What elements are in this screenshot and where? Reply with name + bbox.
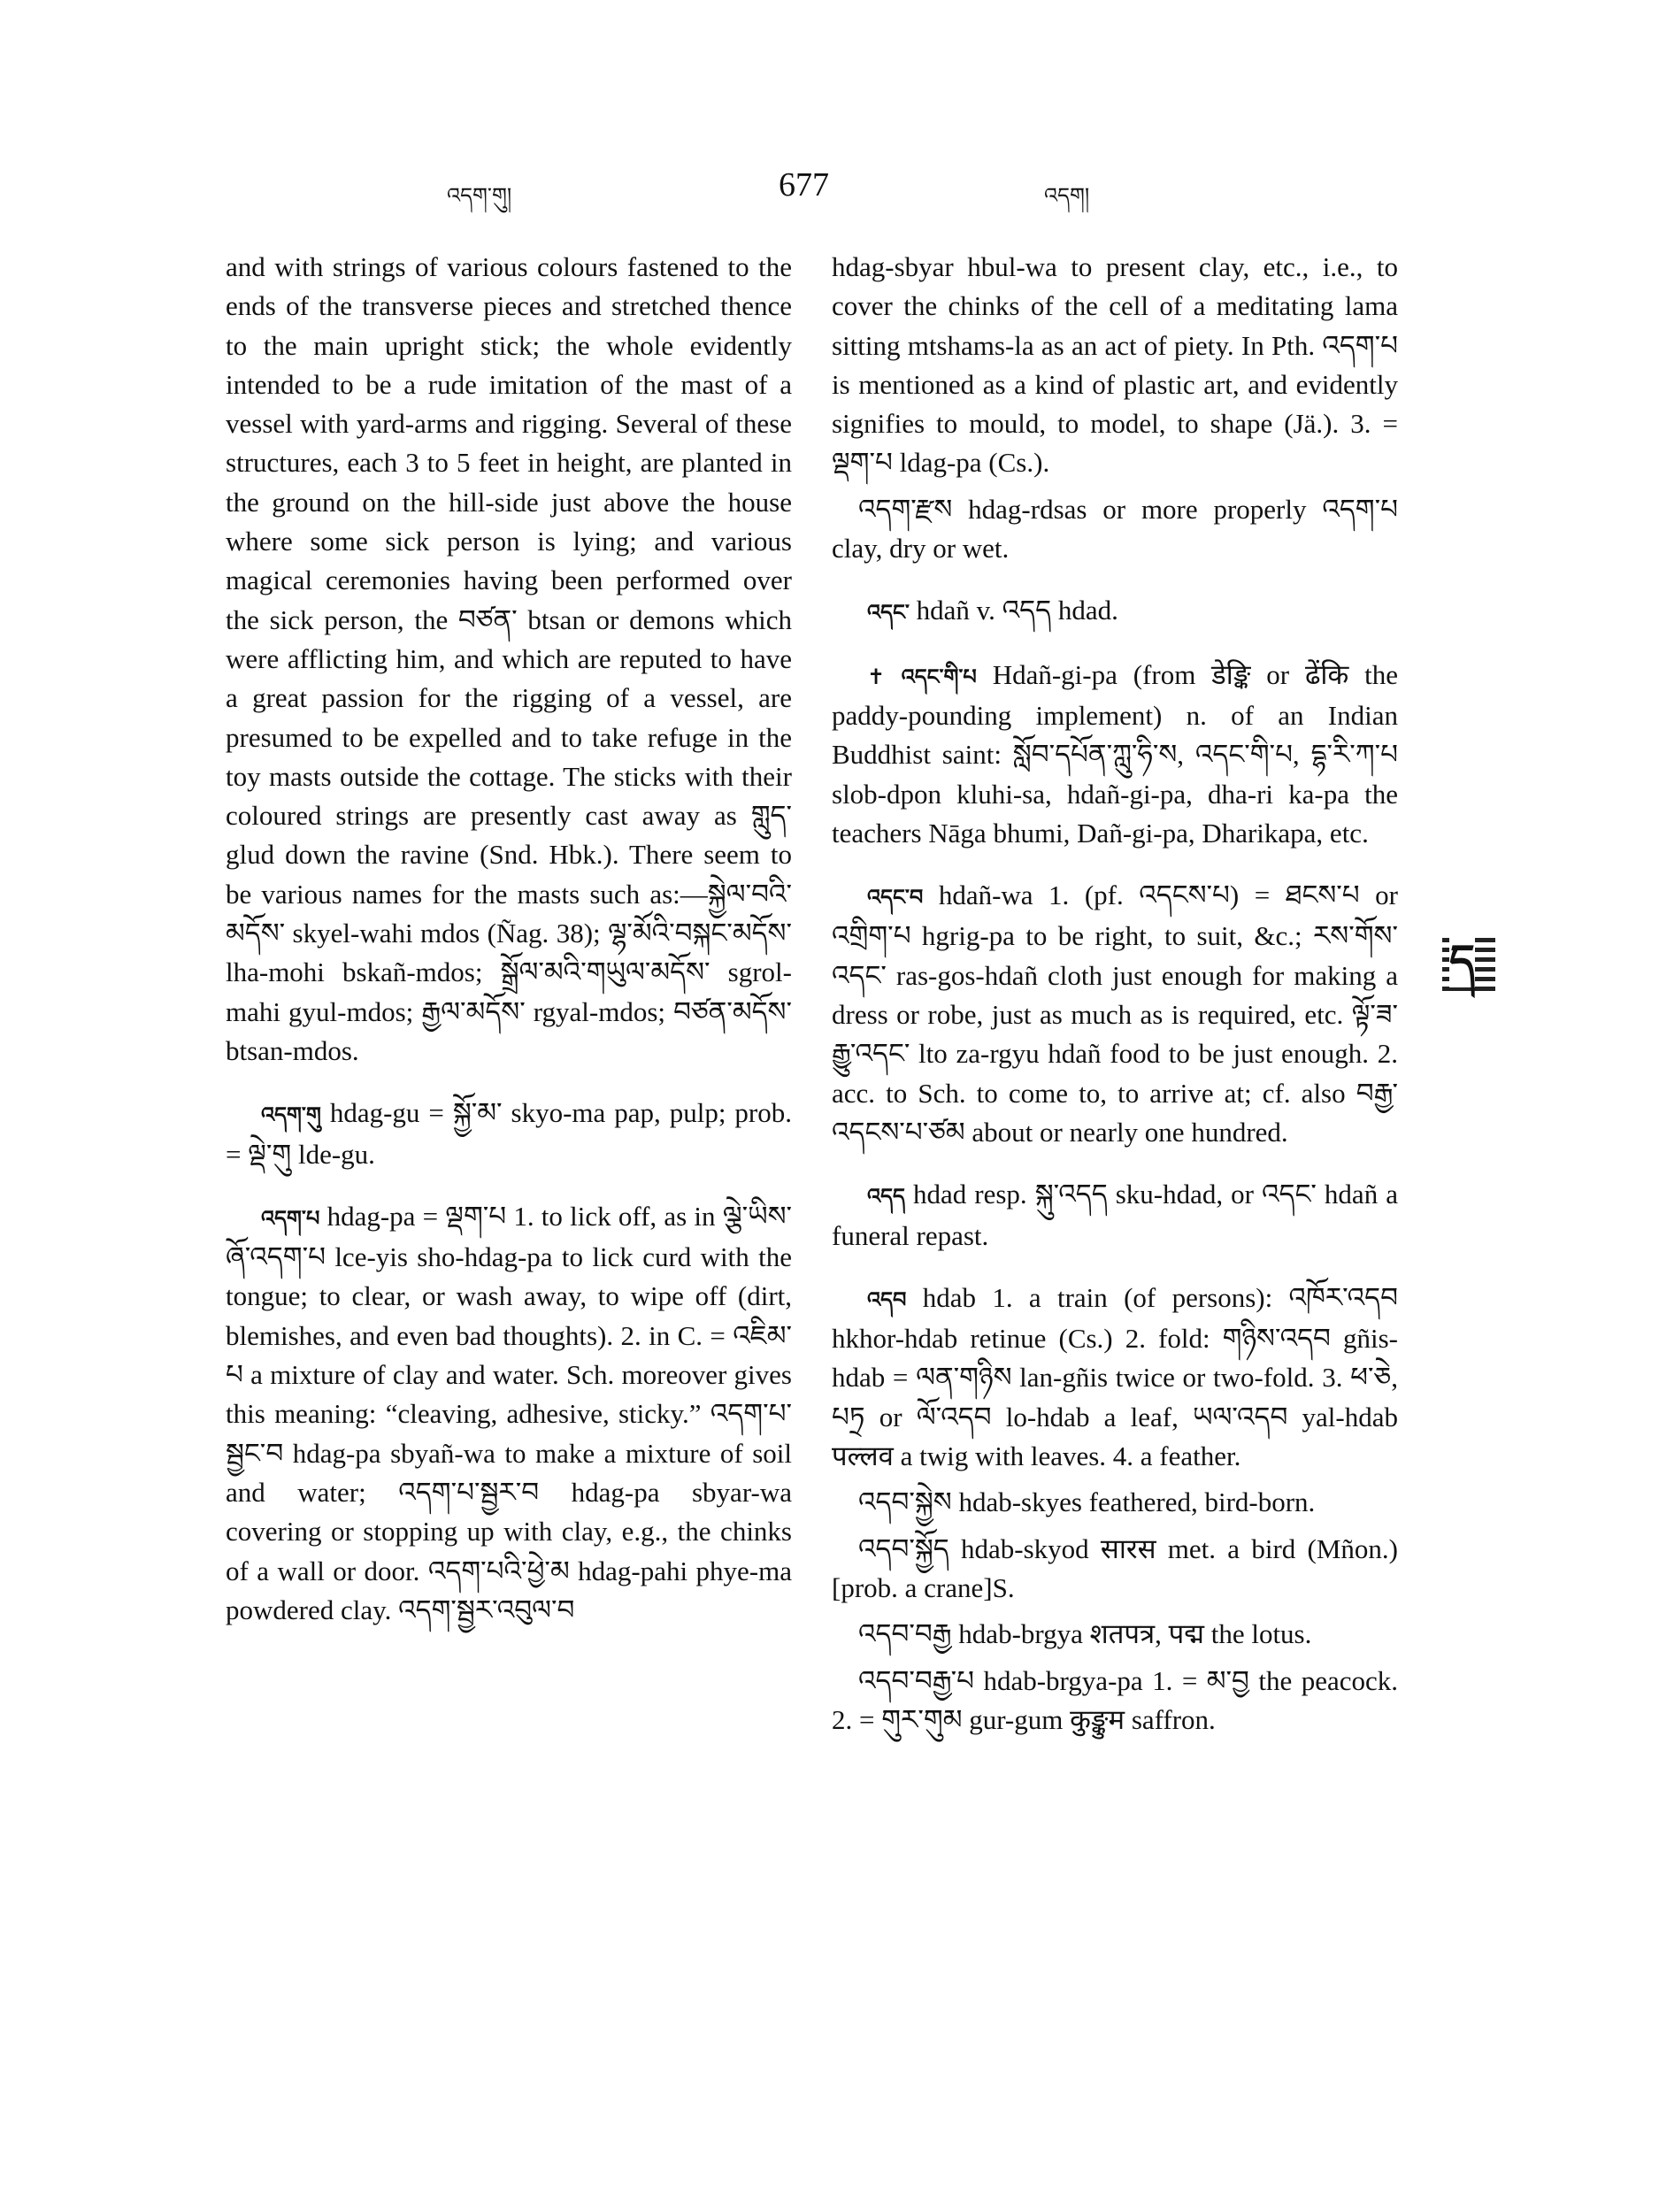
entry-text: hdab 1. a train (of persons): འཁོར་འདབ hkhor-hdab retinue (Cs.) 2. fold: གཉིས་འདབ gñis-hdab = ལན་གཉིས lan-gñis twice or two-fold. 3. ཕ་ཅེ, པཏྲ or ལོ་འདབ lo-hdab a leaf, ཡལ་འདབ yal-hdab पल्लव a twig with leaves. 4. a feather. [832,1281,1399,1472]
entry-paragraph [226,1094,792,1174]
entry-hdan [832,591,1398,632]
entry-text: Hdañ-gi-pa (from डेङ्कि or ढेंकि the paddy-pounding implement) n. of an Indian Buddhist saint: སློབ་དཔོན་ཀླུ་ཧི་ས, འདང་གི་པ, དྷ་རི་ཀ་པ slob-dpon kluhi-sa, hdañ-gi-pa, dha-ri ka-pa the teachers Nāga bhumi, Dañ-gi-pa, Dharikapa, etc. [832,658,1398,849]
page-number: 677 [779,166,829,204]
sub-entry-hdab-skyod: འདབ་སྐྱོད hdab-skyod सारस met. a bird (Mñon.) [prob. a crane]S. [832,1532,1398,1603]
running-head-left: འདག་གུ། [447,183,512,208]
headword: འདང་བ [867,885,924,910]
entry-hdan-gi-pa [832,656,1398,853]
entry-text: hdañ v. འདད hdad. [916,595,1118,626]
entry-hdag-pa [226,1197,792,1630]
left-column [226,248,792,1653]
entry-hdad [832,1175,1398,1256]
sub-entry-hdab-brgya: འདབ་བརྒྱ hdab-brgya शतपत्र, पद्म the lotus. [858,1618,1312,1650]
entry-text: hdad resp. སྐུ་འདད sku-hdad, or འདང་ hdañ a funeral repast. [832,1179,1398,1251]
sub-entry-hdag-rdsas: འདག་རྫས hdag-rdsas or more properly འདག་པ clay, dry or wet. [832,493,1398,565]
entry-hdab [832,1279,1398,1740]
entry-paragraph [832,591,1398,632]
entry-text: hdag-sbyar hbul-wa to present clay, etc., i.e., to cover the chinks of the cell of a meditating lama sitting mtshams-la as an act of piety. In Pth. འདག་པ is mentioned as a kind of plastic art, and evidently signifies to mould, to model, to shape (Jä.). 3. = ལྡག་པ ldag-pa (Cs.). [832,251,1398,479]
entry-paragraph [226,1197,792,1630]
entry-continuation-right [832,248,1398,568]
entry-paragraph [832,1175,1398,1256]
entry-paragraph [832,876,1398,1152]
entry-continuation-left [226,248,792,1071]
headword: འདབ [867,1286,907,1312]
sub-entry-hdab-skyes: འདབ་སྐྱེས hdab-skyes feathered, bird-born. [858,1486,1316,1518]
headword: འདག་གུ [261,1102,321,1128]
thumb-index-marker [1442,935,1495,991]
headword: འདང་ [867,600,910,626]
entry-paragraph [832,656,1398,853]
page-header [0,166,1659,226]
entry-text: and with strings of various colours fastened to the ends of the transverse pieces and stretched thence to the main upright stick; the whole evidently intended to be a rude imitation of the mast of a vessel with yard-arms and rigging. Several of these structures, each 3 to 5 feet in height, are planted in the ground on the hill-side just above the house where some sick person is lying; and various magical ceremonies having been performed over the sick person, the བཙན་ btsan or demons which were afflicting him, and which are reputed to have a great passion for the rigging of a vessel, are presumed to be expelled and to take refuge in the toy masts outside the cottage. The sticks with their coloured strings are presently cast away as གླུད་ glud down the ravine (Snd. Hbk.). There seem to be various names for the masts such as:—སྐྱེལ་བའི་མདོས་ skyel-wahi mdos (Ñag. 38); ལྷ་མོའི་བསྐང་མདོས་ lha-mohi bskañ-mdos; སྒྲོལ་མའི་གཡུལ་མདོས་ sgrol-mahi gyul-mdos; རྒྱལ་མདོས་ rgyal-mdos; བཙན་མདོས་ btsan-mdos. [226,251,792,1066]
entry-paragraph [832,1279,1398,1476]
running-head-right: འདག། [1044,183,1090,208]
headword: འདག་པ [261,1205,320,1231]
headword: ✝ འདང་གི་པ [867,664,977,689]
entry-text: hdag-pa = ལྡག་པ 1. to lick off, as in ལྕེ་ཡིས་ཞོ་འདག་པ lce-yis sho-hdag-pa to lick curd with the tongue; to clear, or wash away, to wipe off (dirt, blemishes, and even bad thoughts). 2. in C. = འཇིམ་པ a mixture of clay and water. Sch. moreover gives this meaning: “cleaving, adhesive, sticky.” འདག་པ་སྦྱང་བ hdag-pa sbyañ-wa to make a mixture of soil and water; འདག་པ་སྦྱར་བ hdag-pa sbyar-wa covering or stopping up with clay, e.g., the chinks of a wall or door. འདག་པའི་ཕྱེ་མ hdag-pahi phye-ma powdered clay. འདག་སྦྱར་འབུལ་བ [226,1200,793,1625]
entry-text: hdañ-wa 1. (pf. འདངས་པ) = ཐངས་པ or འགྲིག་པ hgrig-pa to be right, to suit, &c.; རས་གོས་འདང་ ras-gos-hdañ cloth just enough for making a dress or robe, just as much as is required, etc. ལྟོ་ཟ་རྒྱུ་འདང་ lto za-rgyu hdañ food to be just enough. 2. acc. to Sch. to come to, to arrive at; cf. also བརྒྱ་འདངས་པ་ཙམ about or nearly one hundred. [832,879,1398,1148]
entry-hdan-wa [832,876,1398,1152]
headword: འདད [867,1184,905,1210]
right-column [832,248,1398,1763]
entry-hdag-gu [226,1094,792,1174]
marker-letter: ད [1449,935,1475,987]
entry-text: hdag-gu = སྐྱོ་མ་ skyo-ma pap, pulp; prob. = ལྡེ་གུ lde-gu. [226,1097,793,1170]
sub-entry-hdab-brgya-pa: འདབ་བརྒྱ་པ hdab-brgya-pa 1. = མ་བྱ the peacock. 2. = གུར་གུམ gur-gum कुङ्कुम saffron. [832,1664,1398,1735]
